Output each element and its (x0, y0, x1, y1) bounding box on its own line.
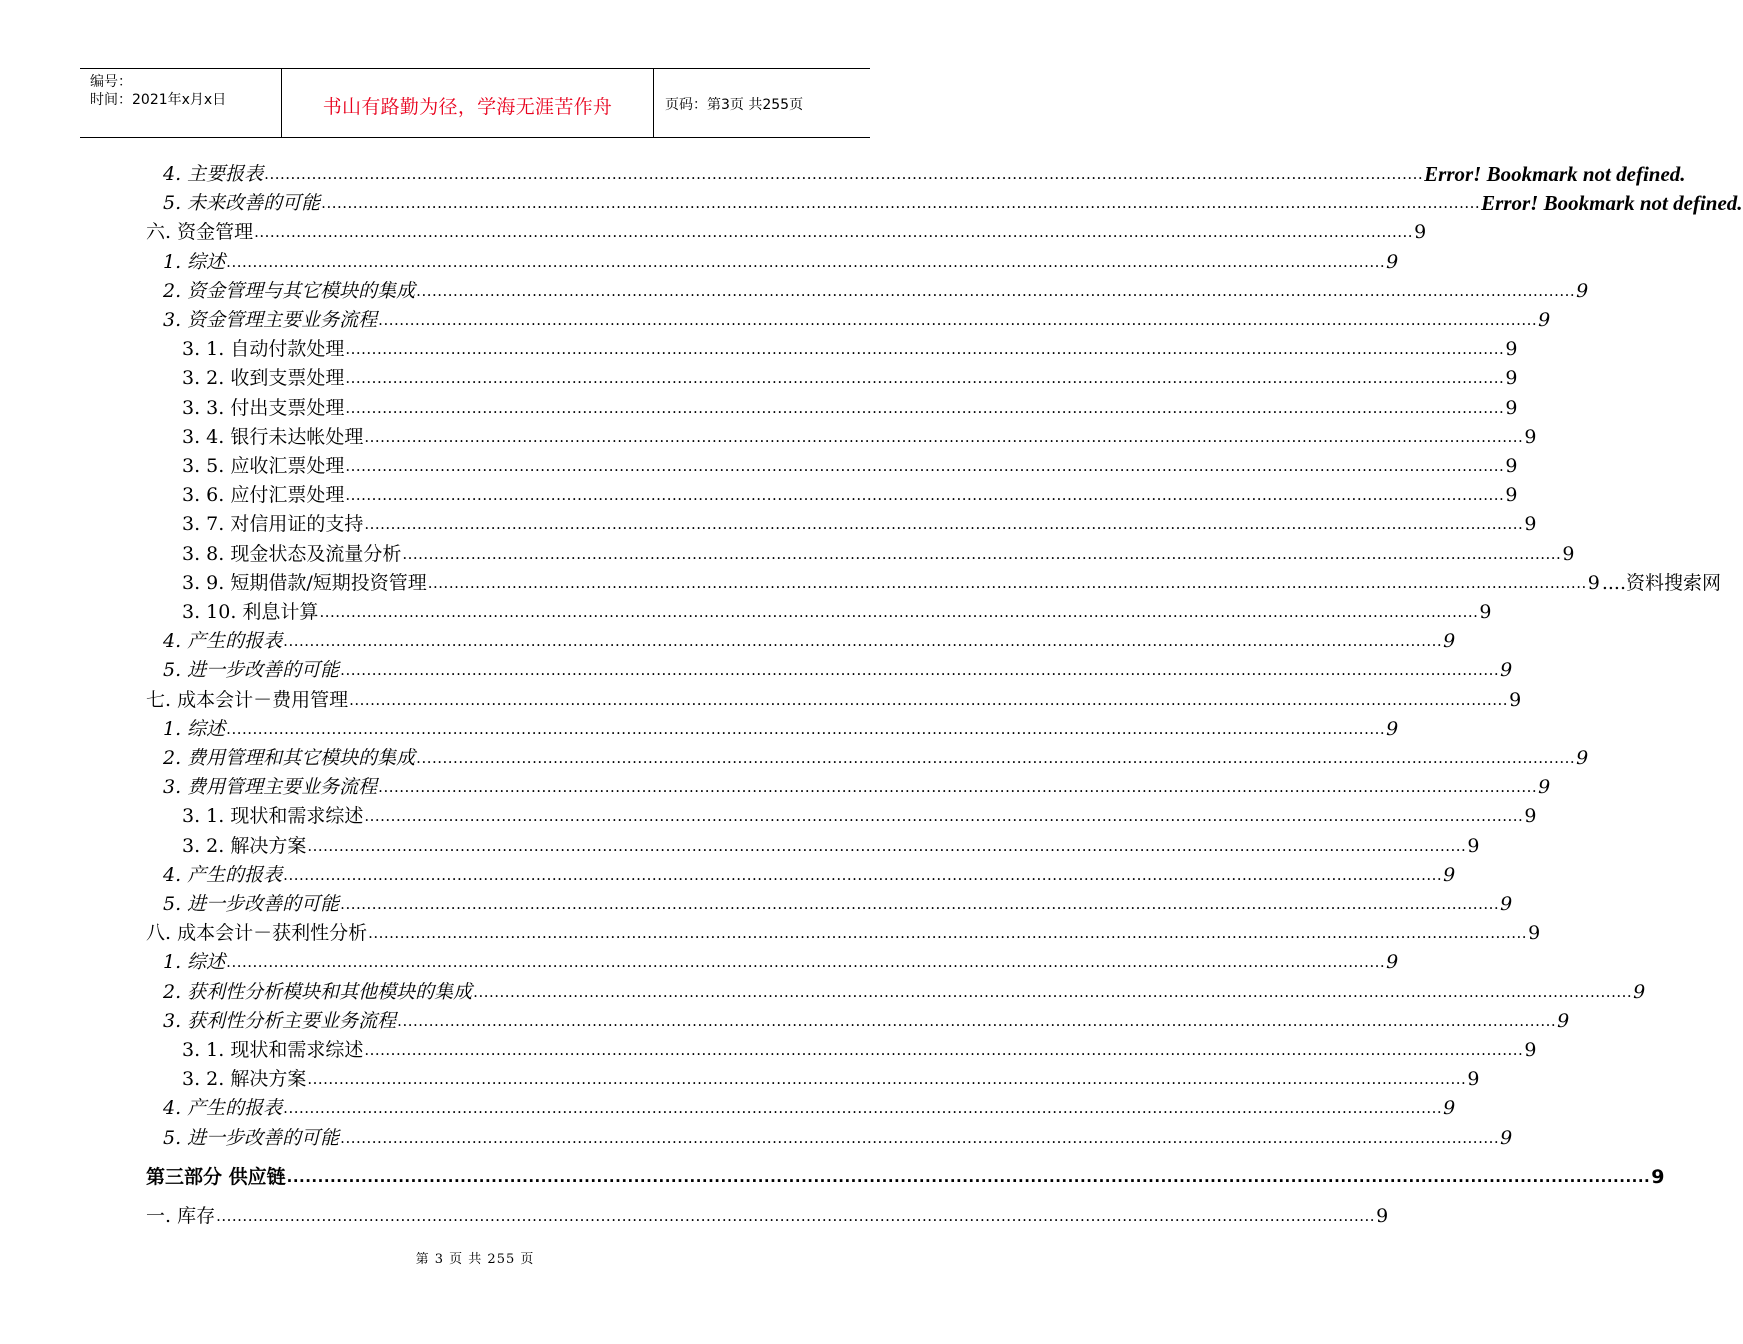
toc-entry-title: 3. 2. 收到支票处理 (182, 367, 345, 390)
page-header (80, 68, 870, 138)
toc-leader-dots: ............................................................................................................................................................................................................................ (345, 457, 1505, 475)
toc-entry-tail-text: ....资料搜索网 (1601, 571, 1721, 594)
toc-entry-title: 3. 1. 现状和需求综述 (182, 1039, 364, 1061)
toc-entry[interactable] (146, 1004, 1570, 1033)
toc-entry-title: 七. 成本会计－费用管理 (146, 688, 349, 711)
toc-entry-page-number: 9 (1386, 717, 1399, 740)
toc-entry[interactable] (146, 303, 1551, 332)
toc-entry-title: 5. 进一步改善的可能 (163, 1126, 340, 1149)
toc-entry[interactable] (146, 887, 1513, 916)
toc-entry-page-number: 9 (1633, 980, 1646, 1003)
toc-entry-page-number: 9 (1576, 747, 1589, 769)
toc-entry-title: 3. 资金管理主要业务流程 (163, 309, 378, 331)
toc-entry-page-number: Error! Bookmark not defined. (1481, 191, 1743, 216)
toc-entry-title: 4. 产生的报表 (163, 630, 283, 653)
toc-entry[interactable] (146, 566, 1721, 595)
toc-entry[interactable] (146, 215, 1427, 244)
toc-entry[interactable] (146, 653, 1513, 682)
toc-leader-dots: ............................................................................................................................................................................................................................ (473, 982, 1633, 1001)
toc-leader-dots: ............................................................................................................................................................................................................................ (364, 1041, 1524, 1059)
toc-entry[interactable] (146, 391, 1518, 420)
toc-entry-page-number: 9 (1414, 221, 1427, 244)
toc-entry-title: 5. 未来改善的可能 (163, 192, 321, 215)
toc-entry[interactable] (146, 799, 1537, 828)
toc-entry-page-number: 9 (1443, 1097, 1456, 1120)
toc-entry-page-number: Error! Bookmark not defined. (1424, 162, 1686, 186)
toc-entry-title: 一. 库存 (146, 1205, 216, 1227)
toc-entry-page-number: 9 (1386, 250, 1399, 273)
toc-leader-dots: ............................................................................................................................................................................................................................ (307, 1070, 1467, 1089)
toc-entry-page-number: 9 (1500, 1126, 1513, 1149)
toc-entry-title: 3. 3. 付出支票处理 (182, 396, 345, 419)
toc-entry-title: 4. 主要报表 (163, 163, 264, 185)
toc-entry-page-number: 9 (1524, 1039, 1537, 1061)
toc-leader-dots: ............................................................................................................................................................................................................................ (216, 1207, 1376, 1225)
toc-entry-page-number: 9 (1479, 601, 1492, 623)
toc-entry-page-number: 9 (1443, 863, 1456, 886)
toc-leader-dots: ............................................................................................................................................................................................................................ (226, 719, 1386, 738)
toc-entry-page-number: 9 (1500, 659, 1513, 682)
toc-entry-page-number: 9 (1524, 805, 1537, 828)
toc-leader-dots: ............................................................................................................................................................................................................................ (397, 1011, 1557, 1030)
toc-entry[interactable] (146, 157, 1686, 186)
toc-entry-page-number: 9 (1576, 279, 1589, 302)
toc-entry-title: 3. 1. 现状和需求综述 (182, 805, 364, 828)
toc-leader-dots: ............................................................................................................................................................................................................................ (226, 252, 1386, 271)
header-motto: 书山有路勤为径，学海无涯苦作舟 (322, 96, 613, 118)
toc-leader-dots: ............................................................................................................................................................................................................................ (364, 807, 1524, 826)
toc-entry-page-number: 9 (1651, 1165, 1665, 1188)
toc-entry-title: 第三部分 供应链 (146, 1165, 286, 1188)
document-time-label: 时间：2021年x月x日 (90, 92, 227, 108)
toc-leader-dots: ............................................................................................................................................................................................................................ (321, 194, 1481, 213)
toc-entry[interactable] (146, 741, 1589, 770)
toc-leader-dots: ............................................................................................................................................................................................................................ (286, 1167, 1651, 1186)
toc-entry-page-number: 9 (1467, 1068, 1480, 1091)
toc-entry[interactable] (146, 975, 1646, 1004)
toc-entry-page-number: 9 (1505, 484, 1518, 507)
toc-entry-page-number: 9 (1467, 834, 1480, 857)
toc-leader-dots: ............................................................................................................................................................................................................................ (226, 953, 1386, 972)
toc-entry[interactable] (146, 332, 1518, 361)
toc-entry-page-number: 9 (1505, 455, 1518, 477)
toc-leader-dots: ............................................................................................................................................................................................................................ (349, 690, 1509, 709)
toc-leader-dots: ............................................................................................................................................................................................................................ (416, 281, 1576, 300)
toc-entry-title: 3. 2. 解决方案 (182, 1068, 307, 1091)
toc-entry[interactable] (146, 186, 1743, 216)
toc-leader-dots: ............................................................................................................................................................................................................................ (378, 778, 1538, 797)
toc-entry-title: 3. 4. 银行未达帐处理 (182, 425, 364, 448)
toc-entry-title: 1. 综述 (163, 951, 226, 974)
toc-entry-title: 3. 9. 短期借款/短期投资管理 (182, 571, 427, 594)
toc-entry-page-number: 9 (1538, 309, 1551, 331)
toc-entry[interactable] (146, 1121, 1513, 1150)
toc-entry-title: 5. 进一步改善的可能 (163, 659, 340, 682)
toc-entry-page-number: 9 (1386, 951, 1399, 974)
toc-entry-title: 八. 成本会计－获利性分析 (146, 922, 368, 945)
toc-leader-dots: ............................................................................................................................................................................................................................ (345, 369, 1505, 388)
toc-entry-page-number: 9 (1524, 425, 1537, 448)
toc-entry[interactable] (146, 945, 1399, 974)
toc-entry[interactable] (146, 916, 1541, 945)
toc-entry-page-number: 9 (1505, 338, 1518, 361)
toc-leader-dots: ............................................................................................................................................................................................................................ (340, 1128, 1500, 1147)
toc-entry[interactable] (146, 507, 1537, 536)
toc-entry-title: 4. 产生的报表 (163, 863, 283, 886)
toc-entry-page-number: 9 (1524, 513, 1537, 536)
toc-entry[interactable] (146, 245, 1399, 274)
toc-entry-title: 3. 2. 解决方案 (182, 834, 307, 857)
toc-leader-dots: ............................................................................................................................................................................................................................ (345, 340, 1505, 359)
toc-entry[interactable] (146, 1033, 1537, 1062)
toc-leader-dots: ............................................................................................................................................................................................................................ (340, 895, 1500, 913)
toc-leader-dots: ............................................................................................................................................................................................................................ (264, 165, 1424, 183)
toc-leader-dots: ............................................................................................................................................................................................................................ (402, 544, 1562, 563)
toc-leader-dots: ............................................................................................................................................................................................................................ (345, 486, 1505, 505)
toc-entry-title: 六. 资金管理 (146, 221, 254, 244)
toc-entry-title: 3. 获利性分析主要业务流程 (163, 1009, 397, 1032)
toc-entry-title: 5. 进一步改善的可能 (163, 893, 340, 915)
toc-entry[interactable] (146, 274, 1589, 303)
toc-entry[interactable] (146, 1062, 1480, 1091)
toc-entry-title: 3. 5. 应收汇票处理 (182, 455, 345, 477)
toc-entry-title: 4. 产生的报表 (163, 1097, 283, 1120)
toc-leader-dots: ............................................................................................................................................................................................................................ (254, 223, 1414, 242)
toc-entry-title: 2. 费用管理和其它模块的集成 (163, 747, 416, 769)
toc-leader-dots: ............................................................................................................................................................................................................................ (364, 427, 1524, 446)
toc-entry[interactable] (146, 595, 1492, 624)
header-page-cell (655, 69, 870, 137)
toc-entry-title: 1. 综述 (163, 717, 226, 740)
toc-entry-page-number: 9 (1505, 367, 1518, 390)
toc-entry-title: 3. 8. 现金状态及流量分析 (182, 542, 402, 565)
toc-entry-page-number: 9 (1509, 688, 1522, 711)
toc-leader-dots: ............................................................................................................................................................................................................................ (319, 603, 1479, 621)
toc-entry-title: 3. 1. 自动付款处理 (182, 338, 345, 361)
toc-entry[interactable] (146, 770, 1551, 799)
toc-entry-title: 2. 获利性分析模块和其他模块的集成 (163, 980, 473, 1003)
toc-entry[interactable] (146, 624, 1456, 653)
toc-entry-page-number: 9 (1505, 396, 1518, 419)
toc-leader-dots: ............................................................................................................................................................................................................................ (307, 836, 1467, 855)
toc-entry[interactable] (146, 712, 1399, 741)
toc-leader-dots: ............................................................................................................................................................................................................................ (283, 632, 1443, 651)
toc-leader-dots: ............................................................................................................................................................................................................................ (345, 398, 1505, 417)
header-meta-cell (80, 69, 282, 137)
toc-entry[interactable] (146, 829, 1480, 858)
toc-leader-dots: ............................................................................................................................................................................................................................ (340, 661, 1500, 680)
toc-entry[interactable] (146, 420, 1537, 449)
document-number-label: 编号： (90, 74, 132, 90)
toc-entry-title: 3. 10. 利息计算 (182, 601, 319, 623)
toc-leader-dots: ............................................................................................................................................................................................................................ (427, 573, 1587, 592)
toc-entry-page-number: 9 (1443, 630, 1456, 653)
toc-entry-page-number: 9 (1500, 893, 1513, 915)
toc-entry-title: 2. 资金管理与其它模块的集成 (163, 279, 416, 302)
toc-entry[interactable] (146, 683, 1522, 712)
page-footer: 第 3 页 共 255 页 (415, 1252, 535, 1267)
toc-leader-dots: ............................................................................................................................................................................................................................ (283, 1099, 1443, 1118)
toc-entry[interactable] (146, 361, 1518, 390)
toc-entry-page-number: 9 (1528, 922, 1541, 945)
toc-entry-page-number: 9 (1538, 776, 1551, 799)
header-page-info: 页码：第3页 共255页 (665, 97, 804, 113)
header-motto-cell (282, 69, 654, 137)
toc-entry[interactable] (146, 1160, 1665, 1189)
toc-entry-page-number: 9 (1587, 571, 1600, 594)
toc-leader-dots: ............................................................................................................................................................................................................................ (378, 311, 1538, 329)
toc-entry-title: 3. 7. 对信用证的支持 (182, 513, 364, 536)
toc-entry[interactable] (146, 858, 1456, 887)
toc-leader-dots: ............................................................................................................................................................................................................................ (368, 924, 1528, 943)
toc-entry-title: 3. 6. 应付汇票处理 (182, 484, 345, 507)
toc-leader-dots: ............................................................................................................................................................................................................................ (283, 865, 1443, 884)
toc-entry-title: 1. 综述 (163, 250, 226, 273)
toc-entry[interactable] (146, 478, 1518, 507)
toc-leader-dots: ............................................................................................................................................................................................................................ (364, 515, 1524, 534)
toc-entry-page-number: 9 (1562, 542, 1575, 565)
toc-entry[interactable] (146, 537, 1575, 566)
toc-entry-page-number: 9 (1376, 1205, 1389, 1227)
toc-entry-title: 3. 费用管理主要业务流程 (163, 776, 378, 799)
toc-entry-page-number: 9 (1557, 1009, 1570, 1032)
toc-entry[interactable] (146, 1199, 1389, 1228)
toc-entry[interactable] (146, 1091, 1456, 1120)
toc-entry[interactable] (146, 449, 1518, 478)
toc-leader-dots: ............................................................................................................................................................................................................................ (416, 749, 1576, 767)
